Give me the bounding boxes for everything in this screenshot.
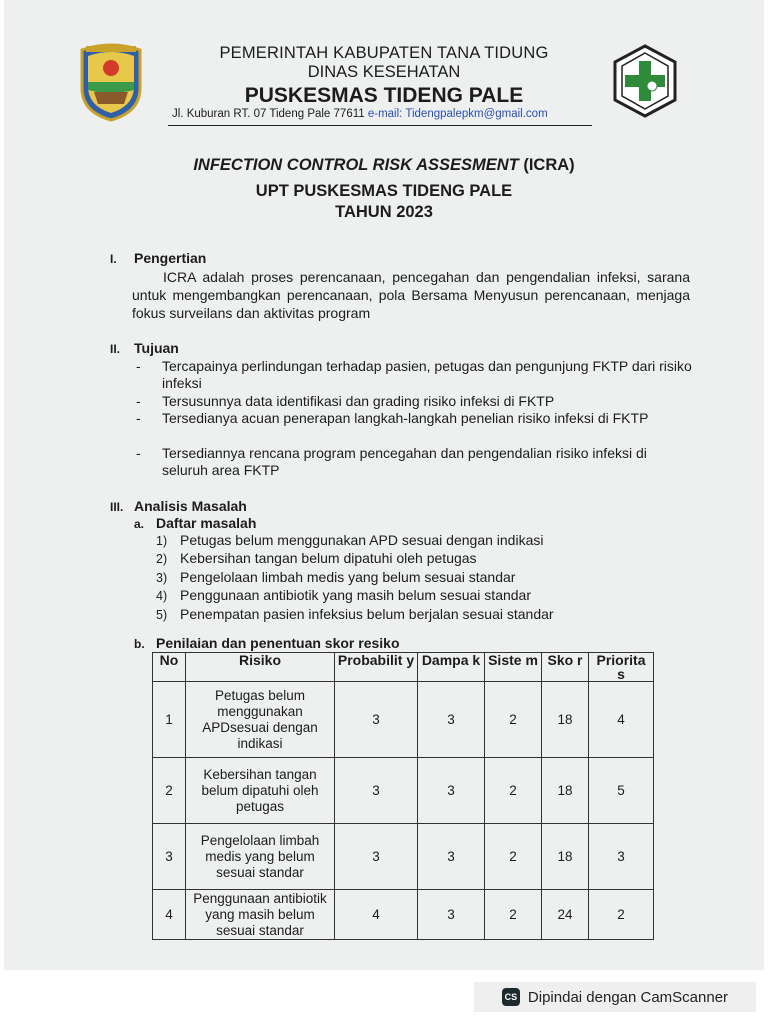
list-item-text: Tercapainya perlindungan terhadap pasien, petugas dan pengunjung FKTP dari risiko infeksi: [162, 358, 692, 391]
section-number: I.: [110, 252, 117, 266]
cell-priority: 4: [589, 682, 654, 758]
cell-priority: 5: [589, 758, 654, 824]
section-number: III.: [110, 500, 124, 514]
column-header: Sko r: [542, 653, 589, 682]
column-header: Priorita s: [589, 653, 654, 682]
problem-list: [156, 532, 554, 624]
column-header: Siste m: [485, 653, 542, 682]
section-heading: [110, 498, 247, 514]
email-link[interactable]: Tidengpalepkm@gmail.com: [405, 108, 548, 120]
department-name: DINAS KESEHATAN: [307, 63, 461, 81]
subsection-title: Penilaian dan penentuan skor resiko: [156, 635, 400, 651]
subsection-title: Daftar masalah: [156, 515, 257, 531]
list-item: [156, 569, 554, 587]
cell-system: 2: [485, 890, 542, 940]
cell-no: 1: [153, 682, 186, 758]
cell-impact: 3: [418, 890, 485, 940]
cell-probability: 3: [335, 824, 418, 890]
list-item: [156, 587, 554, 605]
list-number: 1): [156, 534, 168, 548]
column-header: Dampa k: [418, 653, 485, 682]
cell-score: 18: [542, 682, 589, 758]
cell-score: 24: [542, 890, 589, 940]
title-italic: INFECTION CONTROL RISK ASSESMENT: [193, 156, 519, 174]
cell-no: 4: [153, 890, 186, 940]
list-item: - Tersediannya rencana program pencegahan dan pengendalian risiko infeksi di seluruh area FKTP: [136, 445, 696, 479]
cell-no: 3: [153, 824, 186, 890]
cell-risiko: Pengelolaan limbah medis yang belum sesuai standar: [186, 824, 335, 890]
document-subtitle: UPT PUSKESMAS TIDENG PALE: [255, 182, 513, 200]
cell-impact: 3: [418, 682, 485, 758]
cell-system: 2: [485, 758, 542, 824]
section-title: Analisis Masalah: [134, 498, 247, 514]
list-item: [156, 550, 554, 568]
cell-priority: 3: [589, 824, 654, 890]
section-heading: [110, 340, 179, 356]
list-item: [156, 532, 554, 550]
column-header: No: [153, 653, 186, 682]
list-item-text: Pengelolaan limbah medis yang belum sesuai standar: [180, 568, 516, 585]
cell-system: 2: [485, 824, 542, 890]
table-header-row: [153, 653, 654, 682]
address-line: [172, 108, 548, 120]
cell-risiko: Petugas belum menggunakan APDsesuai dengan indikasi: [186, 682, 335, 758]
section-heading: [110, 250, 206, 266]
list-item-text: Penggunaan antibiotik yang masih belum sesuai standar: [180, 587, 532, 604]
section-paragraph: ICRA adalah proses perencanaan, pencegahan dan pengendalian infeksi, sarana untuk mengembangkan perencanaan, pola Bersama Menyusun perencanaan, menjaga fokus surveilans dan aktivitas program: [132, 269, 690, 321]
puskesmas-cross-icon: [612, 44, 678, 118]
cell-probability: 3: [335, 758, 418, 824]
cell-risiko: Penggunaan antibiotik yang masih belum sesuai standar: [186, 890, 335, 940]
list-number: 3): [156, 570, 168, 585]
address-text: Jl. Kuburan RT. 07 Tideng Pale 77611: [172, 108, 365, 120]
cell-impact: 3: [418, 758, 485, 824]
cell-probability: 4: [335, 890, 418, 940]
government-name: PEMERINTAH KABUPATEN TANA TIDUNG: [219, 44, 549, 62]
table-row: [153, 890, 654, 940]
cell-system: 2: [485, 682, 542, 758]
camscanner-text: Dipindai dengan CamScanner: [527, 988, 729, 1006]
list-number: 5): [156, 607, 168, 622]
list-number: 4): [156, 589, 168, 604]
cell-impact: 3: [418, 824, 485, 890]
section-title: Tujuan: [134, 340, 179, 356]
cell-score: 18: [542, 824, 589, 890]
section-title: Pengertian: [134, 250, 207, 266]
table-row: [153, 758, 654, 824]
risk-score-table: [152, 652, 654, 940]
section-number: II.: [110, 342, 121, 356]
list-item-text: Petugas belum menggunakan APD sesuai dengan indikasi: [180, 532, 544, 548]
subsection-number: b.: [134, 637, 145, 651]
list-item-text: Tersediannya rencana program pencegahan dan pengendalian risiko infeksi di seluruh area FKTP: [162, 445, 647, 478]
subsection-number: a.: [134, 517, 145, 531]
list-number: 2): [156, 552, 168, 567]
camscanner-watermark: [474, 982, 756, 1012]
title-suffix: (ICRA): [523, 156, 575, 174]
column-header: Probabilit y: [335, 653, 418, 682]
subsection-heading: [134, 515, 256, 531]
list-item-text: Tersusunnya data identifikasi dan grading risiko infeksi di FKTP: [162, 393, 555, 409]
document-title: [0, 156, 768, 175]
list-item: - Tersusunnya data identifikasi dan grading risiko infeksi di FKTP: [136, 393, 696, 410]
list-item-text: Penempatan pasien infeksius belum berjalan sesuai standar: [180, 605, 554, 622]
list-item: - Tersedianya acuan penerapan langkah-langkah penelian risiko infeksi di FKTP: [136, 410, 696, 427]
cell-priority: 2: [589, 890, 654, 940]
document-year: TAHUN 2023: [335, 203, 433, 221]
email-label: e-mail:: [367, 108, 403, 120]
list-item: - Tercapainya perlindungan terhadap pasien, petugas dan pengunjung FKTP dari risiko infeksi: [136, 358, 696, 392]
cell-score: 18: [542, 758, 589, 824]
subsection-heading: [134, 635, 400, 651]
list-item: [156, 606, 554, 624]
cell-probability: 3: [335, 682, 418, 758]
facility-name: PUSKESMAS TIDENG PALE: [244, 84, 524, 107]
cell-risiko: Kebersihan tangan belum dipatuhi oleh petugas: [186, 758, 335, 824]
list-item-text: Kebersihan tangan belum dipatuhi oleh petugas: [180, 550, 477, 567]
header-divider: [168, 125, 592, 126]
list-item-text: Tersedianya acuan penerapan langkah-langkah penelian risiko infeksi di FKTP: [162, 410, 649, 426]
cell-no: 2: [153, 758, 186, 824]
column-header: Risiko: [186, 653, 335, 682]
table-row: [153, 824, 654, 890]
table-row: [153, 682, 654, 758]
camscanner-logo-icon: CS: [502, 988, 520, 1006]
